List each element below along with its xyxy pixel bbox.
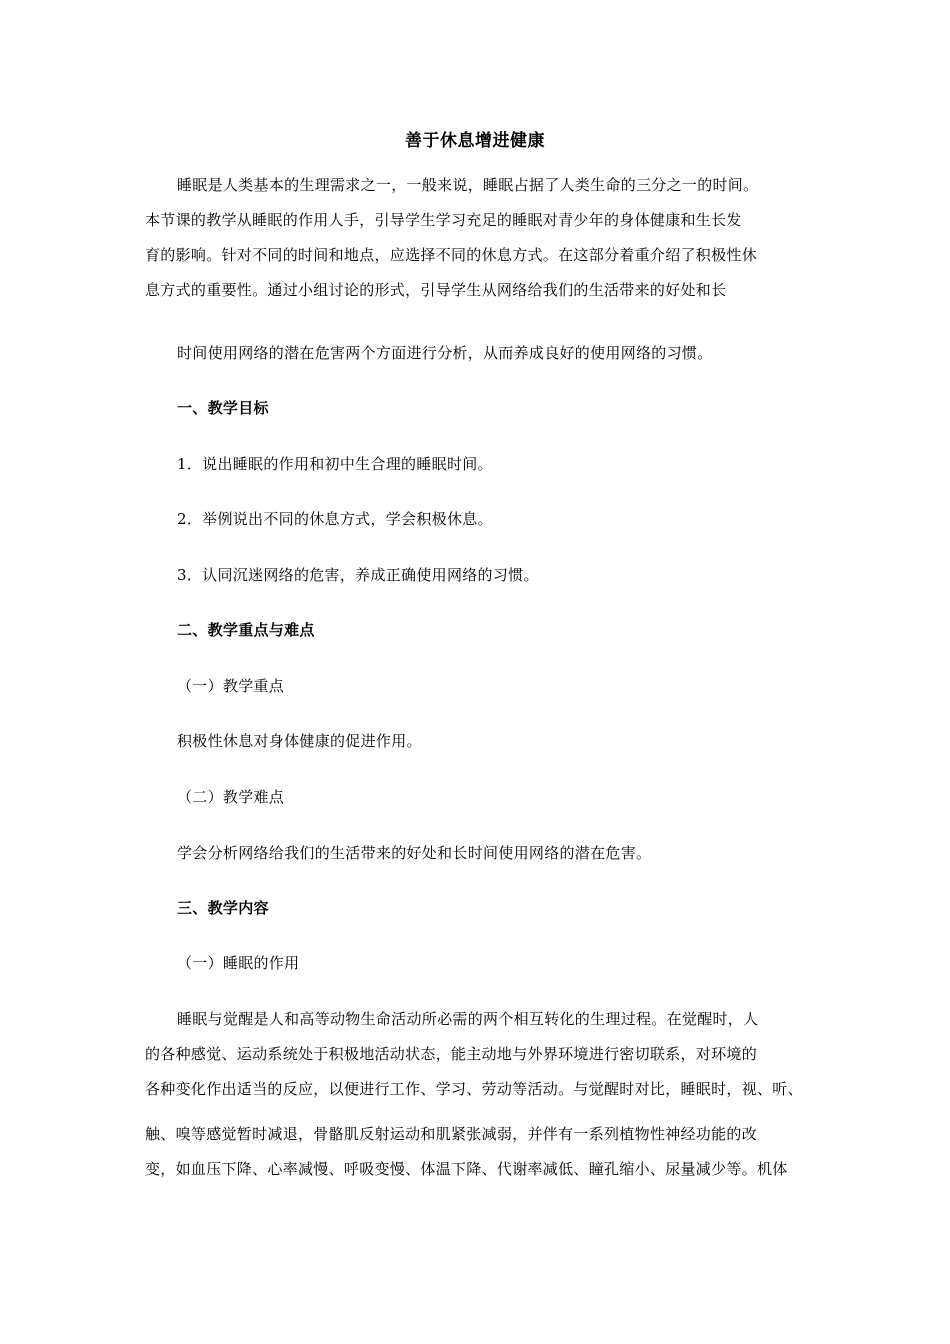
section2-heading: 二、教学重点与难点 (177, 621, 315, 639)
paragraph-line-2: 的各种感觉、运动系统处于积极地活动状态，能主动地与外界环境进行密切联系，对环境的 (145, 1045, 758, 1063)
section2-sub2-text: 学会分析网络给我们的生活带来的好处和长时间使用网络的潜在危害。 (177, 844, 652, 862)
intro-line-1: 睡眠是人类基本的生理需求之一，一般来说，睡眠占据了人类生命的三分之一的时间。 (177, 176, 759, 194)
section1-heading: 一、教学目标 (177, 399, 269, 417)
goal-item-2: 2．举例说出不同的休息方式，学会积极休息。 (177, 510, 493, 528)
goal-item-3: 3．认同沉迷网络的危害，养成正确使用网络的习惯。 (177, 566, 539, 584)
section3-heading: 三、教学内容 (177, 899, 269, 917)
intro-continuation: 时间使用网络的潜在危害两个方面进行分析，从而养成良好的使用网络的习惯。 (177, 344, 713, 362)
paragraph-line-5: 变，如血压下降、心率减慢、呼吸变慢、体温下降、代谢率减低、瞳孔缩小、尿量减少等。机体 (145, 1160, 788, 1178)
intro-line-3: 育的影响。针对不同的时间和地点，应选择不同的休息方式。在这部分着重介绍了积极性休 (145, 246, 758, 264)
intro-line-2: 本节课的教学从睡眠的作用人手，引导学生学习充足的睡眠对青少年的身体健康和生长发 (145, 211, 742, 229)
goal-item-1: 1．说出睡眠的作用和初中生合理的睡眠时间。 (177, 455, 493, 473)
section2-sub1-text: 积极性休息对身体健康的促进作用。 (177, 732, 422, 750)
paragraph-line-3: 各种变化作出适当的反应，以便进行工作、学习、劳动等活动。与觉醒时对比，睡眠时，视、听、 (145, 1080, 803, 1098)
section2-sub2-heading: （二）教学难点 (177, 788, 285, 806)
paragraph-line-1: 睡眠与觉醒是人和高等动物生命活动所必需的两个相互转化的生理过程。在觉醒时，人 (177, 1010, 759, 1028)
section3-sub1-heading: （一）睡眠的作用 (177, 954, 300, 972)
intro-line-4: 息方式的重要性。通过小组讨论的形式，引导学生从网络给我们的生活带来的好处和长 (145, 281, 727, 299)
paragraph-line-4: 触、嗅等感觉暂时减退，骨骼肌反射运动和肌紧张减弱，并伴有一系列植物性神经功能的改 (145, 1125, 758, 1143)
document-title: 善于休息增进健康 (405, 131, 545, 151)
section2-sub1-heading: （一）教学重点 (177, 677, 285, 695)
